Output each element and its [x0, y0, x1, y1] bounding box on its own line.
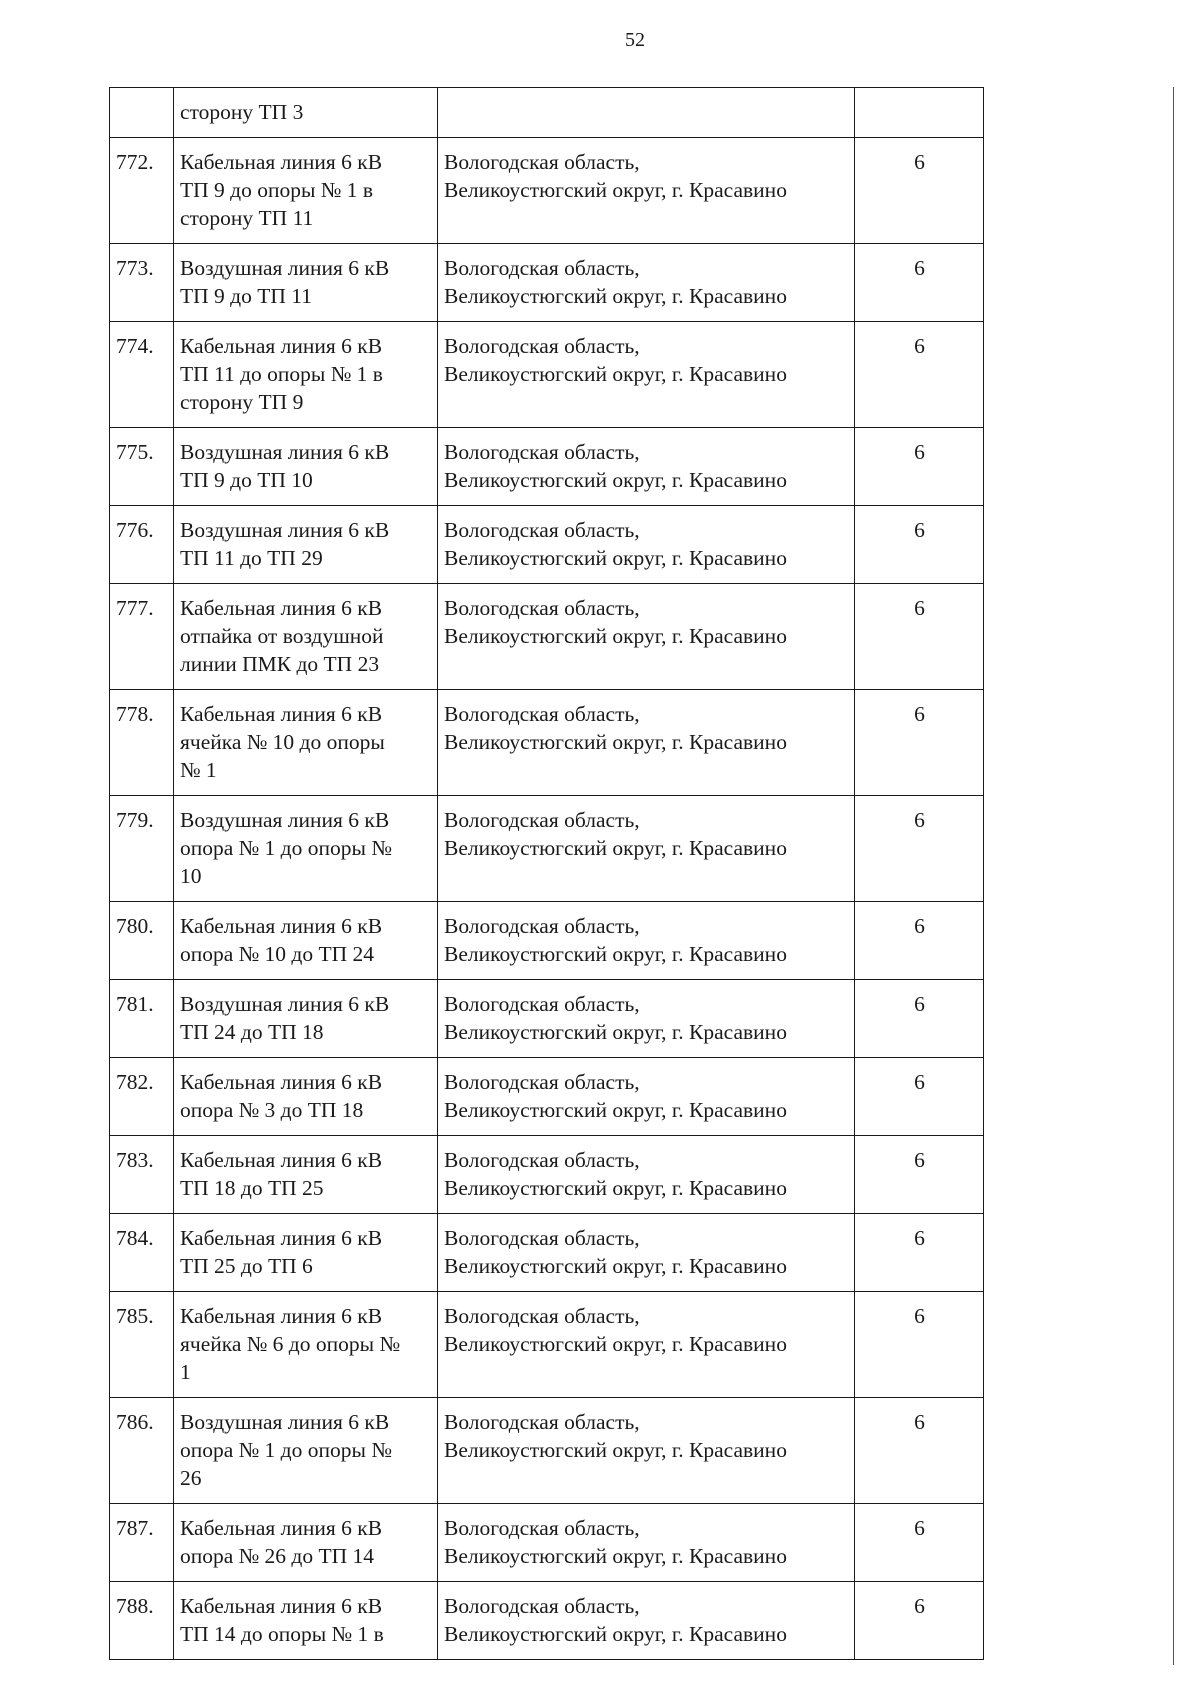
right-margin-rule — [1173, 87, 1174, 1665]
table-row — [110, 1582, 984, 1660]
voltage: 6 — [914, 596, 925, 620]
line-name: Воздушная линия 6 кВ ТП 9 до ТП 10 — [180, 440, 390, 492]
line-name: Кабельная линия 6 кВ отпайка от воздушной линии ПМК до ТП 23 — [180, 596, 384, 676]
voltage-cell — [855, 506, 984, 584]
row-number: 777. — [116, 596, 154, 620]
location-cell — [438, 690, 855, 796]
location-cell — [438, 138, 855, 244]
row-number-cell — [110, 138, 174, 244]
line-name-cell — [174, 1504, 438, 1582]
location: Вологодская область, Великоустюгский округ, г. Красавино — [444, 256, 787, 308]
row-number: 778. — [116, 702, 154, 726]
voltage: 6 — [914, 1148, 925, 1172]
location: Вологодская область, Великоустюгский округ, г. Красавино — [444, 518, 787, 570]
row-number-cell — [110, 1058, 174, 1136]
table-row — [110, 244, 984, 322]
line-name-cell — [174, 902, 438, 980]
line-name-cell — [174, 138, 438, 244]
location-cell — [438, 796, 855, 902]
row-number: 782. — [116, 1070, 154, 1094]
row-number-cell — [110, 88, 174, 138]
line-name-cell — [174, 796, 438, 902]
line-name-cell — [174, 1214, 438, 1292]
table-row — [110, 1214, 984, 1292]
voltage: 6 — [914, 702, 925, 726]
location: Вологодская область, Великоустюгский округ, г. Красавино — [444, 1594, 787, 1646]
location: Вологодская область, Великоустюгский округ, г. Красавино — [444, 1516, 787, 1568]
voltage-cell — [855, 138, 984, 244]
line-name: Кабельная линия 6 кВ ячейка № 6 до опоры № 1 — [180, 1304, 400, 1384]
line-name: Кабельная линия 6 кВ опора № 26 до ТП 14 — [180, 1516, 383, 1568]
voltage: 6 — [914, 1594, 925, 1618]
location: Вологодская область, Великоустюгский округ, г. Красавино — [444, 334, 787, 386]
location: Вологодская область, Великоустюгский округ, г. Красавино — [444, 1410, 787, 1462]
location: Вологодская область, Великоустюгский округ, г. Красавино — [444, 992, 787, 1044]
location-cell — [438, 428, 855, 506]
voltage-cell — [855, 244, 984, 322]
voltage-cell — [855, 1058, 984, 1136]
line-name: Воздушная линия 6 кВ ТП 9 до ТП 11 — [180, 256, 390, 308]
table-row — [110, 322, 984, 428]
voltage: 6 — [914, 256, 925, 280]
voltage: 6 — [914, 1304, 925, 1328]
row-number-cell — [110, 796, 174, 902]
table-row — [110, 428, 984, 506]
location-cell — [438, 322, 855, 428]
location-cell — [438, 1214, 855, 1292]
location: Вологодская область, Великоустюгский округ, г. Красавино — [444, 1304, 787, 1356]
row-number-cell — [110, 1292, 174, 1398]
row-number-cell — [110, 1398, 174, 1504]
location-cell — [438, 1058, 855, 1136]
line-name-cell — [174, 322, 438, 428]
line-name: сторону ТП 3 — [180, 100, 304, 124]
line-name: Воздушная линия 6 кВ ТП 11 до ТП 29 — [180, 518, 390, 570]
voltage: 6 — [914, 334, 925, 358]
voltage: 6 — [914, 808, 925, 832]
row-number: 774. — [116, 334, 154, 358]
location: Вологодская область, Великоустюгский округ, г. Красавино — [444, 1148, 787, 1200]
table-row — [110, 1136, 984, 1214]
location-cell — [438, 1136, 855, 1214]
page-number: 52 — [625, 29, 645, 51]
voltage-cell — [855, 902, 984, 980]
row-number: 780. — [116, 914, 154, 938]
row-number-cell — [110, 1504, 174, 1582]
location-cell — [438, 1398, 855, 1504]
line-name: Кабельная линия 6 кВ ТП 25 до ТП 6 — [180, 1226, 383, 1278]
location-cell — [438, 902, 855, 980]
table-row — [110, 506, 984, 584]
voltage-cell — [855, 1136, 984, 1214]
line-name-cell — [174, 980, 438, 1058]
line-name-cell — [174, 506, 438, 584]
line-name: Кабельная линия 6 кВ опора № 3 до ТП 18 — [180, 1070, 383, 1122]
line-name: Кабельная линия 6 кВ ТП 9 до опоры № 1 в сторону ТП 11 — [180, 150, 383, 230]
location: Вологодская область, Великоустюгский округ, г. Красавино — [444, 150, 787, 202]
row-number: 787. — [116, 1516, 154, 1540]
line-name-cell — [174, 1136, 438, 1214]
voltage-cell — [855, 584, 984, 690]
voltage: 6 — [914, 992, 925, 1016]
line-name-cell — [174, 428, 438, 506]
table-row — [110, 1398, 984, 1504]
row-number: 781. — [116, 992, 154, 1016]
line-name-cell — [174, 1398, 438, 1504]
location-cell — [438, 1504, 855, 1582]
line-name: Кабельная линия 6 кВ опора № 10 до ТП 24 — [180, 914, 383, 966]
voltage-cell — [855, 88, 984, 138]
voltage-cell — [855, 428, 984, 506]
table-row — [110, 1292, 984, 1398]
location-cell — [438, 506, 855, 584]
row-number-cell — [110, 322, 174, 428]
location-cell — [438, 244, 855, 322]
table-row — [110, 690, 984, 796]
voltage-cell — [855, 1292, 984, 1398]
line-name-cell — [174, 584, 438, 690]
row-number-cell — [110, 1136, 174, 1214]
row-number-cell — [110, 980, 174, 1058]
table-row — [110, 980, 984, 1058]
voltage-cell — [855, 1214, 984, 1292]
location: Вологодская область, Великоустюгский округ, г. Красавино — [444, 1070, 787, 1122]
voltage-cell — [855, 690, 984, 796]
location: Вологодская область, Великоустюгский округ, г. Красавино — [444, 914, 787, 966]
line-name-cell — [174, 88, 438, 138]
location-cell — [438, 1582, 855, 1660]
line-name: Воздушная линия 6 кВ опора № 1 до опоры № 10 — [180, 808, 392, 888]
row-number-cell — [110, 428, 174, 506]
line-name-cell — [174, 1582, 438, 1660]
row-number-cell — [110, 690, 174, 796]
line-name-cell — [174, 690, 438, 796]
table-row — [110, 1504, 984, 1582]
location: Вологодская область, Великоустюгский округ, г. Красавино — [444, 440, 787, 492]
line-name-cell — [174, 244, 438, 322]
line-name: Кабельная линия 6 кВ ТП 11 до опоры № 1 в сторону ТП 9 — [180, 334, 383, 414]
location-cell — [438, 88, 855, 138]
location: Вологодская область, Великоустюгский округ, г. Красавино — [444, 596, 787, 648]
row-number: 785. — [116, 1304, 154, 1328]
location-cell — [438, 980, 855, 1058]
row-number-cell — [110, 506, 174, 584]
voltage-cell — [855, 322, 984, 428]
voltage: 6 — [914, 440, 925, 464]
location: Вологодская область, Великоустюгский округ, г. Красавино — [444, 808, 787, 860]
voltage-cell — [855, 1582, 984, 1660]
row-number: 776. — [116, 518, 154, 542]
row-number-cell — [110, 1582, 174, 1660]
voltage: 6 — [914, 914, 925, 938]
line-name: Воздушная линия 6 кВ ТП 24 до ТП 18 — [180, 992, 390, 1044]
line-name-cell — [174, 1058, 438, 1136]
location: Вологодская область, Великоустюгский округ, г. Красавино — [444, 702, 787, 754]
row-number-cell — [110, 244, 174, 322]
row-number-cell — [110, 902, 174, 980]
voltage-cell — [855, 980, 984, 1058]
row-number: 775. — [116, 440, 154, 464]
table-row — [110, 88, 984, 138]
voltage: 6 — [914, 1070, 925, 1094]
voltage-cell — [855, 1398, 984, 1504]
table-row — [110, 584, 984, 690]
line-name: Кабельная линия 6 кВ ячейка № 10 до опоры № 1 — [180, 702, 385, 782]
location: Вологодская область, Великоустюгский округ, г. Красавино — [444, 1226, 787, 1278]
table-row — [110, 902, 984, 980]
row-number: 786. — [116, 1410, 154, 1434]
row-number: 784. — [116, 1226, 154, 1250]
voltage: 6 — [914, 518, 925, 542]
line-name-cell — [174, 1292, 438, 1398]
row-number: 773. — [116, 256, 154, 280]
location-cell — [438, 584, 855, 690]
voltage: 6 — [914, 1516, 925, 1540]
voltage: 6 — [914, 1226, 925, 1250]
line-name: Воздушная линия 6 кВ опора № 1 до опоры № 26 — [180, 1410, 392, 1490]
row-number: 772. — [116, 150, 154, 174]
line-name: Кабельная линия 6 кВ ТП 18 до ТП 25 — [180, 1148, 383, 1200]
row-number: 783. — [116, 1148, 154, 1172]
voltage: 6 — [914, 1410, 925, 1434]
row-number: 779. — [116, 808, 154, 832]
voltage: 6 — [914, 150, 925, 174]
row-number-cell — [110, 584, 174, 690]
voltage-cell — [855, 1504, 984, 1582]
row-number: 788. — [116, 1594, 154, 1618]
location-cell — [438, 1292, 855, 1398]
power-lines-table — [109, 87, 984, 1660]
voltage-cell — [855, 796, 984, 902]
table-row — [110, 138, 984, 244]
line-name: Кабельная линия 6 кВ ТП 14 до опоры № 1 в — [180, 1594, 384, 1646]
row-number-cell — [110, 1214, 174, 1292]
table-row — [110, 796, 984, 902]
table-row — [110, 1058, 984, 1136]
